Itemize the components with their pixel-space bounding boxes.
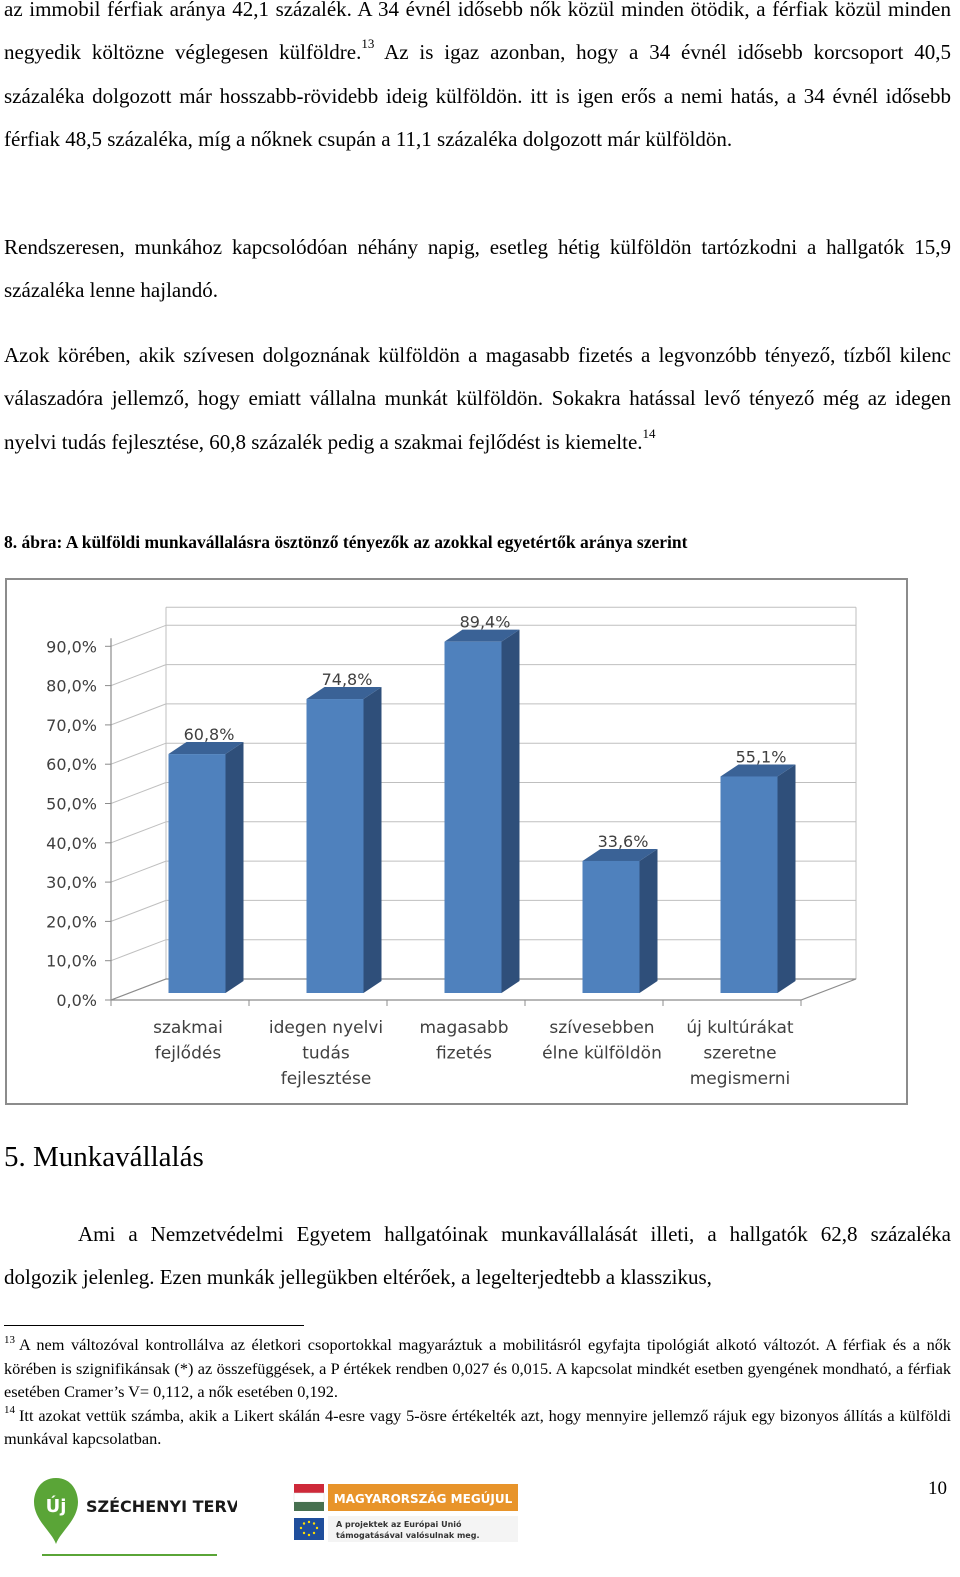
data-label: 33,6%: [597, 831, 649, 851]
bar-side: [640, 849, 658, 993]
bar-side: [778, 764, 796, 993]
footnote-separator: [4, 1325, 304, 1326]
paragraph-4: [4, 1213, 951, 1300]
paragraph-2: [4, 226, 951, 313]
y-tick-label: 0,0%: [56, 991, 97, 1010]
x-tick-label: fizetés: [435, 1043, 493, 1064]
y-tick-label: 60,0%: [46, 755, 97, 775]
bar-side: [364, 687, 382, 993]
paragraph-1: [4, 0, 951, 161]
x-tick-label: élne külföldön: [542, 1043, 662, 1064]
paragraph-1-text-a: az immobil férfiak aránya 42,1 százalék. A 34 évnél idősebb nők közül minden ötödik, a férfiak közül minden negyedik költözne véglegesen külföldre.: [4, 0, 951, 65]
gridline-side: [111, 861, 166, 882]
paragraph-4-text: Ami a Nemzetvédelmi Egyetem hallgatóinak munkavállalását illeti, a hallgatók 62,8 százaléka dolgozik jelenleg. Ezen munkák jellegükben eltérőek, a legelterjedtebb a klasszikus,: [4, 1222, 951, 1290]
footnote-14-text: Itt azokat vettük számba, akik a Likert skálán 4-esre vagy 5-ösre értékelték azt, hogy mennyire jellemző rájuk egy bizonyos állítás a külföldi munkával kapcsolatban.: [4, 1405, 951, 1449]
section-heading: 5. Munkavállalás: [4, 1141, 204, 1173]
gridline-side: [111, 665, 166, 686]
data-label: 55,1%: [735, 747, 787, 767]
bar: [721, 776, 778, 993]
footnotes: [4, 1333, 951, 1451]
footnote-13-number: 13: [4, 1333, 15, 1346]
y-tick-label: 10,0%: [46, 951, 97, 971]
y-tick-label: 70,0%: [46, 715, 97, 735]
y-tick-label: 90,0%: [46, 637, 97, 657]
data-label: 74,8%: [321, 670, 373, 690]
mo-banner-text: MAGYARORSZÁG MEGÚJUL: [333, 1492, 513, 1506]
x-tick-label: idegen nyelvi: [268, 1018, 384, 1038]
hu-flag-white: [294, 1493, 324, 1502]
chart-svg: [7, 580, 910, 1107]
x-tick-label: fejlődés: [154, 1043, 222, 1064]
paragraph-2-text: Rendszeresen, munkához kapcsolódóan néhány napig, esetleg hétig külföldön tartózkodni a hallgatók 15,9 százaléka lenne hajlandó.: [4, 235, 951, 303]
eu-logo-graphic: [258, 1472, 573, 1560]
paragraph-3-text: Azok körében, akik szívesen dolgoznának külföldön a magasabb fizetés a legvonzóbb tényező, tízből kilenc válaszadóra jellemző, hogy emiatt vállalna munkát külföldön. Sokakra hatással levő tényező még az idegen nyelvi tudás fejlesztése, 60,8 százalék pedig a szakmai fejlődést is kiemelte.: [4, 343, 951, 454]
gridline-side: [111, 743, 166, 764]
x-tick-label: magasabb: [419, 1018, 509, 1038]
y-tick-label: 50,0%: [46, 794, 97, 814]
footnote-13-text: A nem változóval kontrollálva az életkori csoportokkal magyaráztuk a mobilitásról egyfajta tipológiát alkotó változót. A férfiak és a nők körében is szignifikánsak (*) az összefüggések, a P értékek rendben 0,027 és 0,015. A kapcsolat mindkét esetben gyengének mondható, a férfiak esetében Cramer’s V= 0,112, a nők esetében 0,192.: [4, 1335, 951, 1402]
data-label: 89,4%: [459, 612, 511, 632]
gridline-side: [111, 900, 166, 921]
bar-side: [502, 630, 520, 993]
eu-text-1: A projektek az Európai Unió: [336, 1520, 462, 1529]
y-tick-label: 80,0%: [46, 676, 97, 696]
page-number: 10: [928, 1478, 947, 1499]
x-tick-label: szakmai: [153, 1018, 223, 1038]
hu-flag-red: [294, 1484, 324, 1493]
footnote-14-number: 14: [4, 1404, 15, 1417]
gridline-side: [111, 783, 166, 804]
szechenyi-mark: Új: [45, 1496, 67, 1517]
szechenyi-terv-logo: [12, 1472, 237, 1560]
data-label: 60,8%: [183, 725, 235, 745]
gridline-side: [111, 822, 166, 843]
bar: [583, 861, 640, 993]
szechenyi-text: SZÉCHENYI TERV: [86, 1497, 237, 1516]
x-tick-label: tudás: [302, 1043, 350, 1064]
y-tick-label: 20,0%: [46, 912, 97, 932]
gridline-side: [111, 625, 166, 646]
szechenyi-underline: [42, 1554, 217, 1556]
footnote-ref-14[interactable]: 14: [642, 425, 656, 441]
eu-funding-logo: [258, 1472, 573, 1560]
eu-text-2: támogatásával valósulnak meg.: [336, 1531, 480, 1540]
figure-caption: 8. ábra: A külföldi munkavállalásra ösztönző tényezők az azokkal egyetértők aránya szerint: [4, 532, 688, 552]
x-tick-label: megismerni: [689, 1069, 791, 1089]
paragraph-1-text-b: Az is igaz azonban, hogy a 34 évnél idősebb korcsoport 40,5 százaléka dolgozott már hosszabb-rövidebb ideig külföldön. itt is igen erős a nemi hatás, a 34 évnél idősebb férfiak 48,5 százaléka, míg a nőknek csupán a 11,1 százaléka dolgozott már külföldön.: [4, 40, 951, 151]
paragraph-3: [4, 334, 951, 464]
gridline-side: [111, 940, 166, 961]
x-tick-label: új kultúrákat: [686, 1018, 794, 1038]
bar-chart: [5, 578, 908, 1105]
y-tick-label: 30,0%: [46, 873, 97, 893]
y-tick-label: 40,0%: [46, 833, 97, 853]
bar: [445, 642, 502, 993]
x-tick-label: szívesebben: [549, 1018, 655, 1038]
x-tick-label: fejlesztése: [280, 1069, 372, 1089]
footnote-ref-13[interactable]: 13: [361, 36, 375, 52]
bar: [307, 699, 364, 993]
szechenyi-logo-graphic: [12, 1472, 237, 1560]
hu-flag-green: [294, 1502, 324, 1511]
gridline-side: [111, 704, 166, 725]
bar-side: [226, 742, 244, 993]
bar: [169, 754, 226, 993]
x-tick-label: szeretne: [703, 1043, 777, 1064]
